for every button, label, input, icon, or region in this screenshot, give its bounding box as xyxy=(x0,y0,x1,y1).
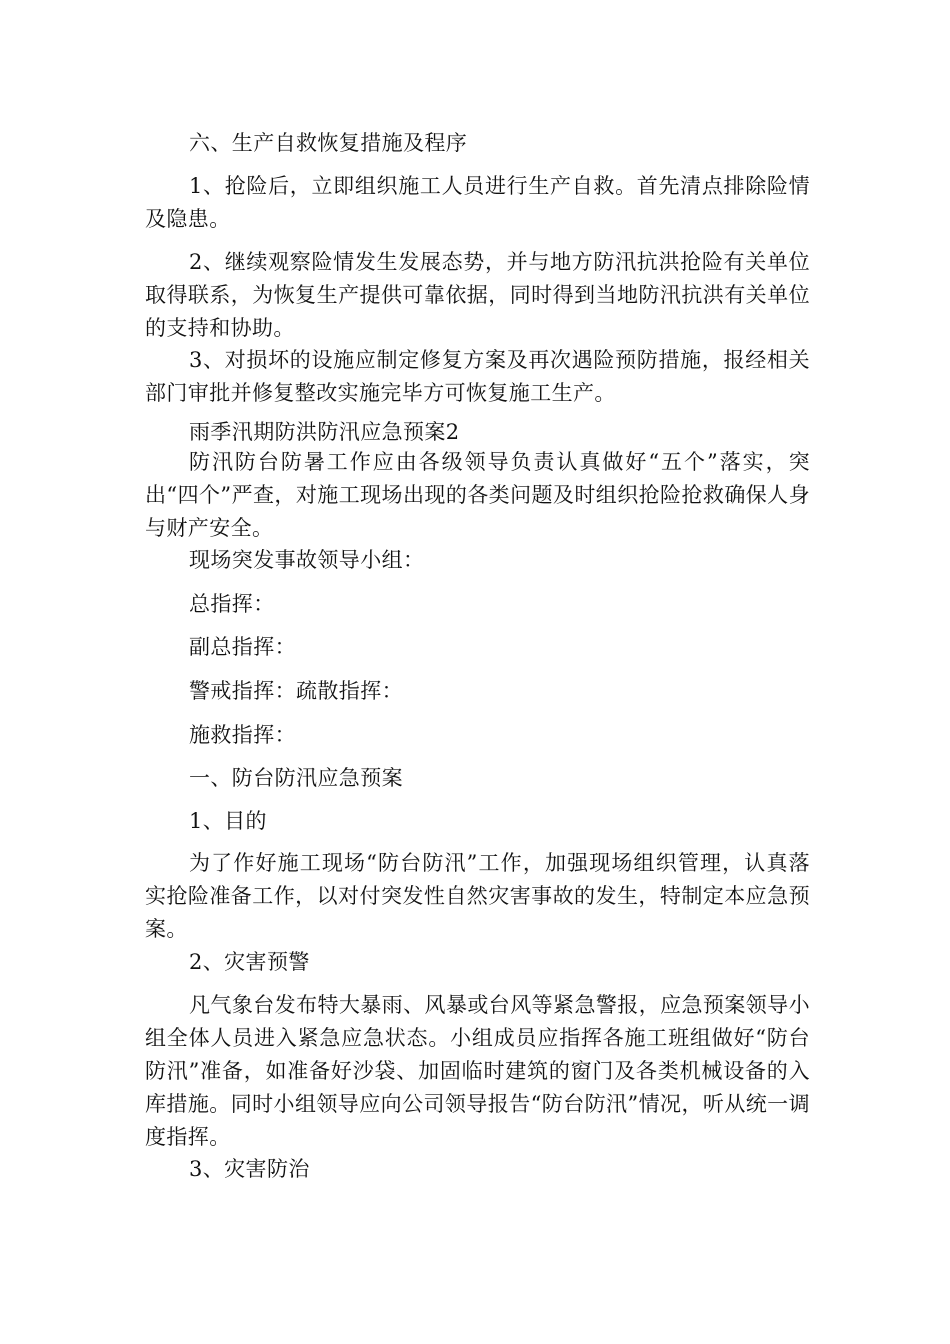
paragraph: 现场突发事故领导小组： xyxy=(189,548,425,572)
paragraph: 总指挥： xyxy=(189,592,275,616)
paragraph: 凡气象台发布特大暴雨、风暴或台风等紧急警报，应急预案领导小组全体人员进入紧急应急状态。小组成员应指挥各施工班组做好“防台防汛”准备，如准备好沙袋、加固临时建筑的窗门及各类机械设备的入库措施。同时小组领导应向公司领导报告“防台防汛”情况，听从统一调度指挥。 xyxy=(145,993,810,1149)
paragraph: 副总指挥： xyxy=(189,635,296,659)
paragraph: 3、对损坏的设施应制定修复方案及再次遇险预防措施，报经相关部门审批并修复整改实施完毕方可恢复施工生产。 xyxy=(145,348,810,405)
paragraph: 防汛防台防暑工作应由各级领导负责认真做好“五个”落实，突出“四个”严查，对施工现场出现的各类问题及时组织抢险抢救确保人身与财产安全。 xyxy=(145,450,810,540)
subsection-heading: 1、目的 xyxy=(189,809,267,833)
paragraph: 施救指挥： xyxy=(189,723,296,747)
subsection-heading: 3、灾害防治 xyxy=(189,1157,310,1181)
paragraph: 1、抢险后，立即组织施工人员进行生产自救。首先清点排除险情及隐患。 xyxy=(145,174,810,231)
paragraph: 2、继续观察险情发生发展态势，并与地方防汛抗洪抢险有关单位取得联系，为恢复生产提供可靠依据，同时得到当地防汛抗洪有关单位的支持和协助。 xyxy=(145,250,810,340)
paragraph: 为了作好施工现场“防台防汛”工作，加强现场组织管理，认真落实抢险准备工作，以对付突发性自然灾害事故的发生，特制定本应急预案。 xyxy=(145,851,810,941)
section-heading: 六、生产自救恢复措施及程序 xyxy=(189,131,468,155)
section-heading: 一、防台防汛应急预案 xyxy=(189,766,403,790)
document-title: 雨季汛期防洪防汛应急预案2 xyxy=(189,420,460,444)
paragraph: 警戒指挥：疏散指挥： xyxy=(189,679,403,703)
subsection-heading: 2、灾害预警 xyxy=(189,950,310,974)
